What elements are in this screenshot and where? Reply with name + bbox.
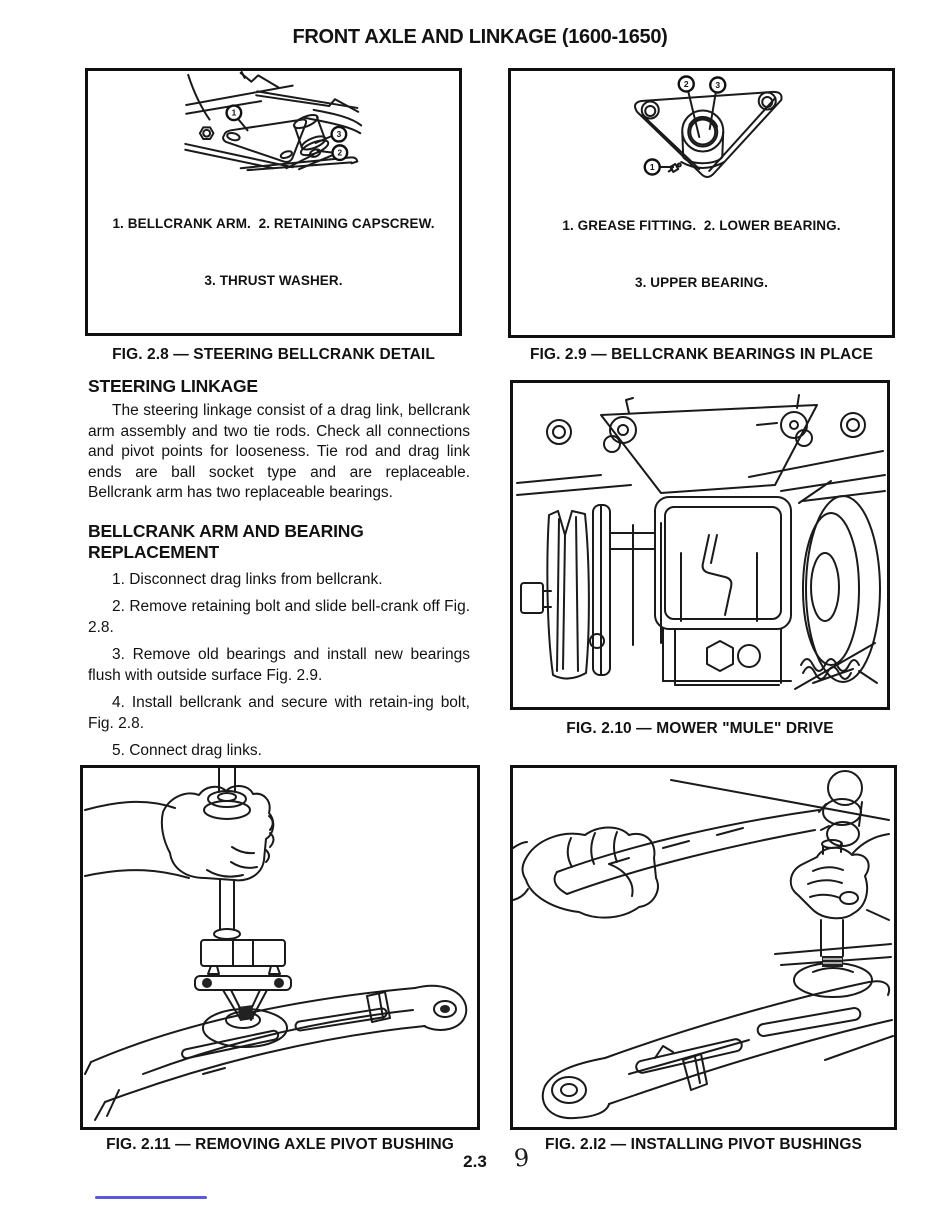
callout-number-1: 1 [649, 162, 655, 172]
text-column [88, 376, 470, 762]
section-heading-steering-linkage: STEERING LINKAGE [88, 376, 258, 396]
procedure-step-5: 5. Connect drag links. [112, 742, 262, 759]
legend-line: 1. BELLCRANK ARM. 2. RETAINING CAPSCREW. [112, 216, 435, 231]
figure-panel-2-8 [85, 68, 462, 336]
figure-panel-2-11 [80, 765, 480, 1130]
callout-number-2: 2 [337, 148, 343, 158]
figure-caption-2-12: FIG. 2.I2 — INSTALLING PIVOT BUSHINGS [545, 1136, 862, 1153]
steering-bellcrank-drawing [88, 71, 459, 176]
removing-axle-pivot-bushing-drawing [83, 768, 477, 1127]
handwritten-mark: 9 [512, 1143, 531, 1173]
legend-line: 3. THRUST WASHER. [204, 273, 343, 288]
bellcrank-bearings-drawing [511, 71, 892, 178]
mower-mule-drive-drawing [513, 383, 887, 707]
puller-bolt [274, 978, 284, 988]
figure-caption-2-9: FIG. 2.9 — BELLCRANK BEARINGS IN PLACE [529, 346, 874, 363]
threaded-hole [440, 1005, 450, 1013]
driver-threads [822, 956, 843, 967]
callout-number-3: 3 [715, 80, 721, 90]
callout-number-2: 2 [683, 79, 689, 89]
figure-caption-2-10: FIG. 2.10 — MOWER "MULE" DRIVE [566, 720, 834, 737]
steering-linkage-paragraph: The steering linkage consist of a drag link, bellcrank arm assembly and two tie rods. Check all connections and pivot points for looseness. Tie rod and drag link ends are ball socket type and are replaceable. Bellcrank arm has two replaceable bearings. [88, 402, 470, 501]
legend-line: 1. GREASE FITTING. 2. LOWER BEARING. [562, 218, 841, 233]
bushing-stem [238, 1005, 254, 1021]
figure-legend-2-8 [88, 176, 459, 333]
figure-legend-2-9 [511, 178, 892, 335]
figure-caption-2-11: FIG. 2.11 — REMOVING AXLE PIVOT BUSHING [106, 1136, 454, 1153]
callout-number-3: 3 [336, 130, 342, 140]
figure-panel-2-12 [510, 765, 897, 1130]
legend-line: 3. UPPER BEARING. [635, 275, 768, 290]
installing-pivot-bushings-drawing [513, 768, 894, 1127]
section-heading-bellcrank-replacement: BELLCRANK ARM AND BEARING REPLACEMENT [88, 520, 364, 562]
procedure-step-3: 3. Remove old bearings and install new bearings flush with outside surface Fig. 2.9. [88, 646, 470, 684]
procedure-step-4: 4. Install bellcrank and secure with retain-ing bolt, Fig. 2.8. [88, 694, 470, 732]
pen-underline-mark [95, 1196, 207, 1199]
figure-panel-2-10 [510, 380, 890, 710]
procedure-step-2: 2. Remove retaining bolt and slide bell-crank off Fig. 2.8. [88, 598, 470, 636]
page-title: FRONT AXLE AND LINKAGE (1600-1650) [292, 26, 668, 48]
figure-caption-2-8: FIG. 2.8 — STEERING BELLCRANK DETAIL [112, 346, 435, 363]
figure-panel-2-9 [508, 68, 895, 338]
callout-number-1: 1 [231, 108, 237, 118]
procedure-step-1: 1. Disconnect drag links from bellcrank. [112, 570, 383, 588]
puller-bolt [202, 978, 212, 988]
page-number: 2.3 [463, 1152, 487, 1171]
